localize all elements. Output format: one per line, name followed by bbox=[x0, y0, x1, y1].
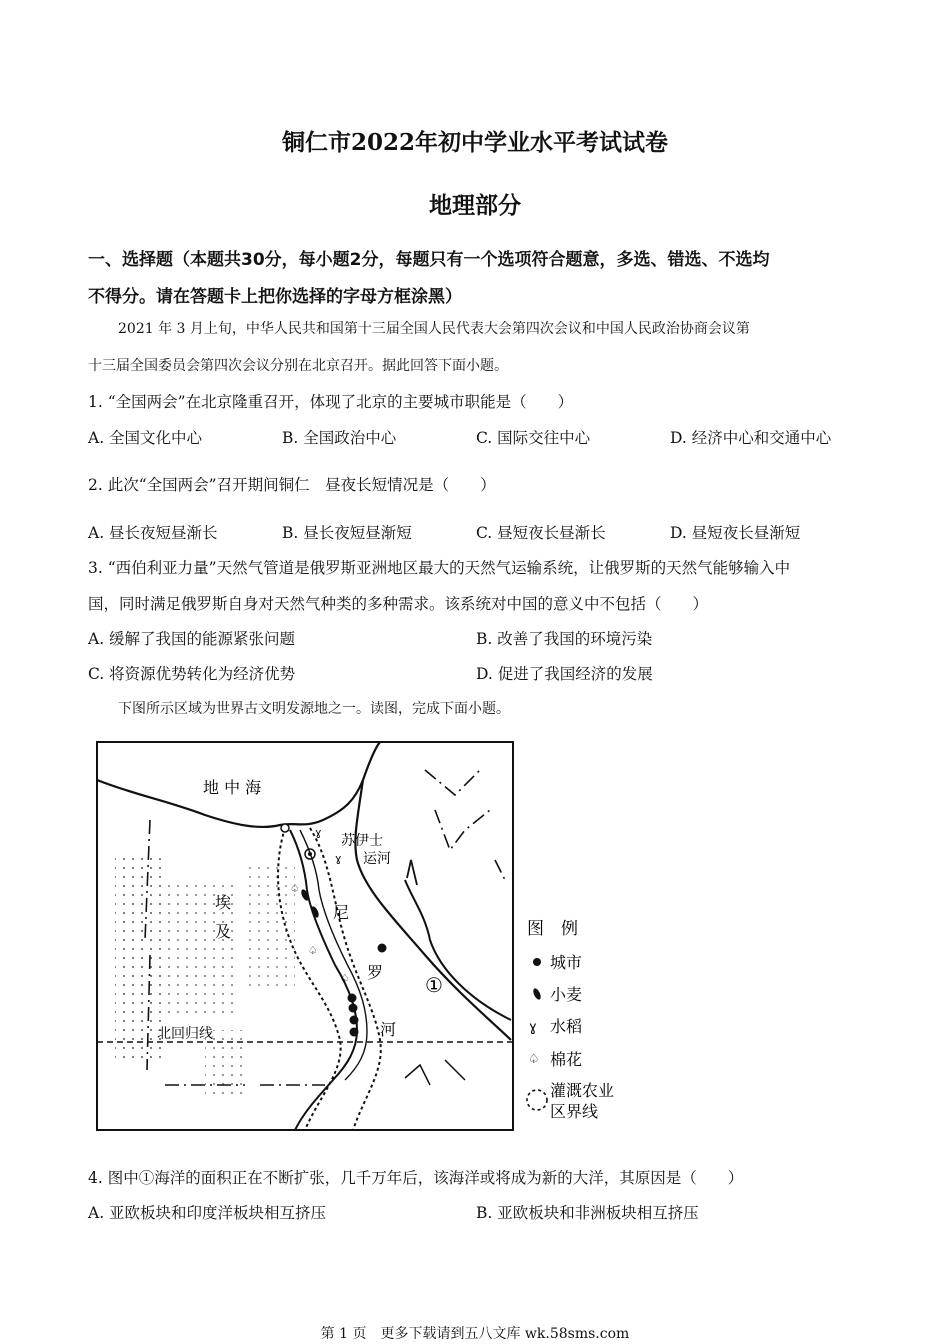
label-egypt-1: 埃 bbox=[215, 893, 232, 912]
rice-marker: ɣ bbox=[315, 826, 322, 839]
legend-boundary: 区界线 bbox=[550, 1102, 599, 1121]
q1-option-c: C. 国际交往中心 bbox=[476, 429, 591, 447]
page-footer: 第 1 页 更多下载请到五八文库 wk.58sms.com bbox=[320, 1326, 630, 1342]
cotton-marker: ♤ bbox=[290, 882, 300, 895]
intro-line2: 十三届全国委员会第四次会议分别在北京召开。据此回答下面小题。 bbox=[88, 358, 508, 374]
legend-rice: 水稻 bbox=[550, 1017, 583, 1036]
q3-option-b: B. 改善了我国的环境污染 bbox=[476, 630, 653, 648]
city-marker bbox=[350, 1016, 359, 1025]
city-marker bbox=[348, 994, 357, 1003]
label-nile-3: 河 bbox=[380, 1020, 397, 1039]
cotton-marker: ♤ bbox=[340, 972, 350, 985]
city-marker bbox=[378, 944, 387, 953]
page-title: 铜仁市2022年初中学业水平考试试卷 bbox=[281, 129, 668, 156]
intro-line1: 2021 年 3 月上旬，中华人民共和国第十三届全国人民代表大会第四次会议和中国人民政治协商会议第 bbox=[118, 321, 750, 337]
rice-marker: ɣ bbox=[335, 852, 342, 865]
section-heading-line1: 一、选择题（本题共30分，每小题2分，每题只有一个选项符合题意，多选、错选、不选均 bbox=[88, 250, 770, 270]
city-marker bbox=[350, 1028, 359, 1037]
q2-option-b: B. 昼长夜短昼渐短 bbox=[282, 524, 412, 542]
sinai-borders bbox=[425, 770, 505, 880]
q2-option-c: C. 昼短夜长昼渐长 bbox=[476, 524, 606, 542]
cotton-marker: ♤ bbox=[308, 944, 318, 957]
q3-option-d: D. 促进了我国经济的发展 bbox=[476, 665, 653, 683]
nile-region-map bbox=[95, 740, 625, 1135]
q3-option-c: C. 将资源优势转化为经济优势 bbox=[88, 665, 296, 683]
legend-rice-icon: ɣ bbox=[529, 1020, 537, 1035]
gulf-suez-tip bbox=[407, 860, 417, 885]
question-4-stem: 4. 图中①海洋的面积正在不断扩张，几千万年后，该海洋或将成为新的大洋，其原因是（ ） bbox=[88, 1169, 744, 1187]
q2-option-d: D. 昼短夜长昼渐短 bbox=[670, 524, 801, 542]
question-3-stem-line1: 3. “西伯利亚力量”天然气管道是俄罗斯亚洲地区最大的天然气运输系统，让俄罗斯的天然气能够输入中 bbox=[88, 559, 791, 577]
delta-marker bbox=[281, 824, 289, 832]
map-legend bbox=[527, 919, 614, 1121]
page-subtitle: 地理部分 bbox=[429, 192, 521, 219]
label-nile-2: 罗 bbox=[367, 963, 384, 982]
legend-wheat: 小麦 bbox=[550, 985, 583, 1004]
label-ocean-marker: ① bbox=[425, 973, 443, 997]
desert-shading-east bbox=[245, 860, 295, 990]
q2-option-a: A. 昼长夜短昼渐长 bbox=[88, 524, 218, 542]
question-1-stem: 1. “全国两会”在北京隆重召开，体现了北京的主要城市职能是（ ） bbox=[88, 393, 574, 411]
legend-cotton-icon: ♤ bbox=[528, 1052, 540, 1067]
q4-option-b: B. 亚欧板块和非洲板块相互挤压 bbox=[476, 1204, 699, 1222]
q4-option-a: A. 亚欧板块和印度洋板块相互挤压 bbox=[88, 1204, 327, 1222]
question-2-stem: 2. 此次“全国两会”召开期间铜仁 昼夜长短情况是（ ） bbox=[88, 476, 496, 494]
label-nile-1: 尼 bbox=[333, 903, 350, 922]
red-sea-west-coast bbox=[355, 780, 511, 1040]
question-3-stem-line2: 国，同时满足俄罗斯自身对天然气种类的多种需求。该系统对中国的意义中不包括（ ） bbox=[88, 595, 709, 613]
label-mediterranean: 地 中 海 bbox=[203, 778, 262, 797]
label-suez-1: 苏伊士 bbox=[341, 833, 383, 849]
q1-option-d: D. 经济中心和交通中心 bbox=[670, 429, 832, 447]
capital-marker-dot bbox=[308, 852, 312, 856]
intro-map: 下图所示区域为世界古文明发源地之一。读图，完成下面小题。 bbox=[118, 701, 510, 717]
southern-marks bbox=[405, 1060, 465, 1085]
section-heading-line2: 不得分。请在答题卡上把你选择的字母方框涂黑） bbox=[88, 287, 462, 307]
label-suez-2: 运河 bbox=[363, 851, 391, 867]
legend-irrigation: 灌溉农业 bbox=[550, 1081, 615, 1100]
legend-boundary-icon bbox=[527, 1090, 547, 1110]
legend-city-icon bbox=[533, 958, 541, 966]
label-tropic: 北回归线 bbox=[157, 1026, 213, 1042]
legend-city: 城市 bbox=[550, 953, 583, 972]
q3-option-a: A. 缓解了我国的能源紧张问题 bbox=[88, 630, 296, 648]
label-egypt-2: 及 bbox=[215, 922, 232, 941]
city-marker bbox=[349, 1004, 358, 1013]
legend-wheat-icon bbox=[532, 987, 543, 1000]
q1-option-a: A. 全国文化中心 bbox=[88, 429, 203, 447]
q1-option-b: B. 全国政治中心 bbox=[282, 429, 397, 447]
legend-title: 图 例 bbox=[527, 919, 578, 939]
legend-cotton: 棉花 bbox=[550, 1050, 583, 1069]
